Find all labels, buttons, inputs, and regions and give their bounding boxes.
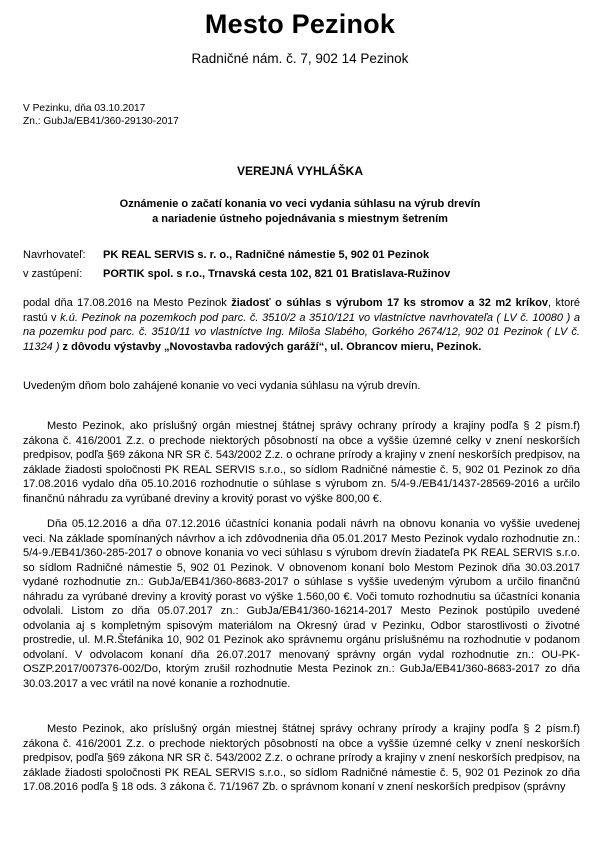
p1-text-2: , ktoré rastú v <box>23 297 580 324</box>
applicant-label: Navrhovateľ: <box>23 249 86 261</box>
p1-text-1: podal dňa 17.08.2016 na Mesto Pezinok <box>23 297 232 309</box>
notice-subheading <box>0 197 600 227</box>
paragraph-renewal: Dňa 05.12.2016 a dňa 07.12.2016 účastníci konania podali návrh na obnovu konania vo vyššie uvedenej veci. Na základe spomínaných návrhov a ich zdôvodnenia dňa 05.01.2017 Mesto Pezinok vydalo rozhodnutie zn.: 5/4-9./EB41/360-285-2017 o obnove konania vo veci súhlasu s výrubom drevín žiadateľa PK REAL SERVIS s.r.o. so sídlom Radničné námestie 5, 902 01 Pezinok. V obnovenom konaní bolo Mestom Pezinok dňa 30.03.2017 vydané rozhodnutie zn.: GubJa/EB41/360-8683-2017 o súhlase s vyššie uvedeným výrubom a určilo finančnú náhradu za vyrúbané dreviny a krovitý porast vo výške 1.560,00 €. Voči tomuto rozhodnutiu sa účastníci konania odvolali. Listom zo dňa 05.07.2017 zn.: GubJa/EB41/360-16214-2017 Mesto Pezinok postúpilo uvedené odvolania aj s kompletným spisovým materiálom na Okresný úrad v Pezinku, Odbor starostlivosti o životné prostredie, ul. M.R.Štefánika 10, 902 01 Pezinok ako správnemu orgánu príslušnému na rozhodnutie v podanom odvolaní. V odvolacom konaní dňa 26.07.2017 menovaný správny orgán vydal rozhodnutie zn.: OU-PK-OSZP.2017/007376-002/Do, ktorým zrušil rozhodnutie Mesta Pezinok zn.: GubJa/EB41/360-8683-2017 zo dňa 30.03.2017 a vec vrátil na nové konanie a rozhodnutie. <box>23 518 580 690</box>
p1-bold-reason: z dôvodu výstavby „Novostavba radových garáží“, ul. Obrancov mieru, Pezinok. <box>59 340 482 353</box>
parties-block <box>23 246 450 284</box>
notice-heading: VEREJNÁ VYHLÁŠKA <box>236 164 364 178</box>
document-title: Mesto Pezinok <box>204 9 396 39</box>
applicant-row <box>23 246 450 265</box>
paragraph-started: Uvedeným dňom bolo zahájené konanie vo veci vydania súhlasu na výrub drevín. <box>23 380 421 392</box>
paragraph-authority: Mesto Pezinok, ako príslušný orgán miestnej štátnej správy ochrany prírody a krajiny podľa § 2 písm.f) zákona č. 416/2001 Z.z. o prechode niektorých pôsobností na obce a vyššie územné celky v znení neskorších predpisov, podľa §69 zákona NR SR č. 543/2002 Z.z. o ochrane prírody a krajiny v znení neskorších predpisov, na základe žiadosti spoločnosti PK REAL SERVIS s.r.o., so sídlom Radničné námestie č. 5, 902 01 Pezinok zo dňa 17.08.2016 podľa § 18 ods. 3 zákona č. 71/1967 Zb. o správnom konaní v znení neskorších predpisov (správny <box>23 723 580 793</box>
reference-number: Zn.: GubJa/EB41/360-29130-2017 <box>23 116 179 127</box>
place-date: V Pezinku, dňa 03.10.2017 <box>23 103 146 114</box>
applicant-value: PK REAL SERVIS s. r. o., Radničné námestie 5, 902 01 Pezinok <box>103 249 430 261</box>
paragraph-decision: Mesto Pezinok, ako príslušný orgán miestnej štátnej správy ochrany prírody a krajiny podľa § 2 písm.f) zákona č. 416/2001 Z.z. o prechode niektorých pôsobností na obce a vyššie územné celky v znení neskorších predpisov, podľa §69 zákona NR SR č. 543/2002 Z.z. o ochrane prírody a krajiny v znení neskorších predpisov, na základe žiadosti spoločnosti PK REAL SERVIS s.r.o., so sídlom Radničné námestie č. 5, 902 01 Pezinok zo dňa 17.08.2016 vydalo dňa 05.10.2016 rozhodnutie o súhlase s výrubom zn. 5/4-9./EB41/1437-28569-2016 a určilo finančnú náhradu za vyrúbané dreviny a krovitý porast vo výške 800,00 €. <box>23 420 580 505</box>
p1-italic-parcels: k.ú. Pezinok na pozemkoch pod parc. č. 3510/2 a 3510/121 vo vlastníctve navrhovateľa ( LV č. 10080 ) a na pozemku pod parc. č. 3510/11 vo vlastníctve Ing. Miloša Slabého, Gorkého 2674/12, 902 01 Pezinok ( LV č. 11324 ) <box>23 311 580 353</box>
p1-bold-request: žiadosť o súhlas s výrubom 17 ks stromov a 32 m2 kríkov <box>231 297 549 309</box>
representative-value: PORTIK spol. s r.o., Trnavská cesta 102, 821 01 Bratislava-Ružinov <box>103 268 451 280</box>
representative-label: v zastúpení: <box>23 268 83 280</box>
subheading-line-1: Oznámenie o začatí konania vo veci vydania súhlasu na výrub drevín <box>119 198 481 210</box>
representative-row <box>23 265 450 284</box>
subheading-line-2: a nariadenie ústneho pojednávania s miestnym šetrením <box>152 213 448 225</box>
paragraph-request <box>23 296 580 354</box>
office-address: Radničné nám. č. 7, 902 14 Pezinok <box>191 51 409 66</box>
document-meta <box>23 102 179 128</box>
